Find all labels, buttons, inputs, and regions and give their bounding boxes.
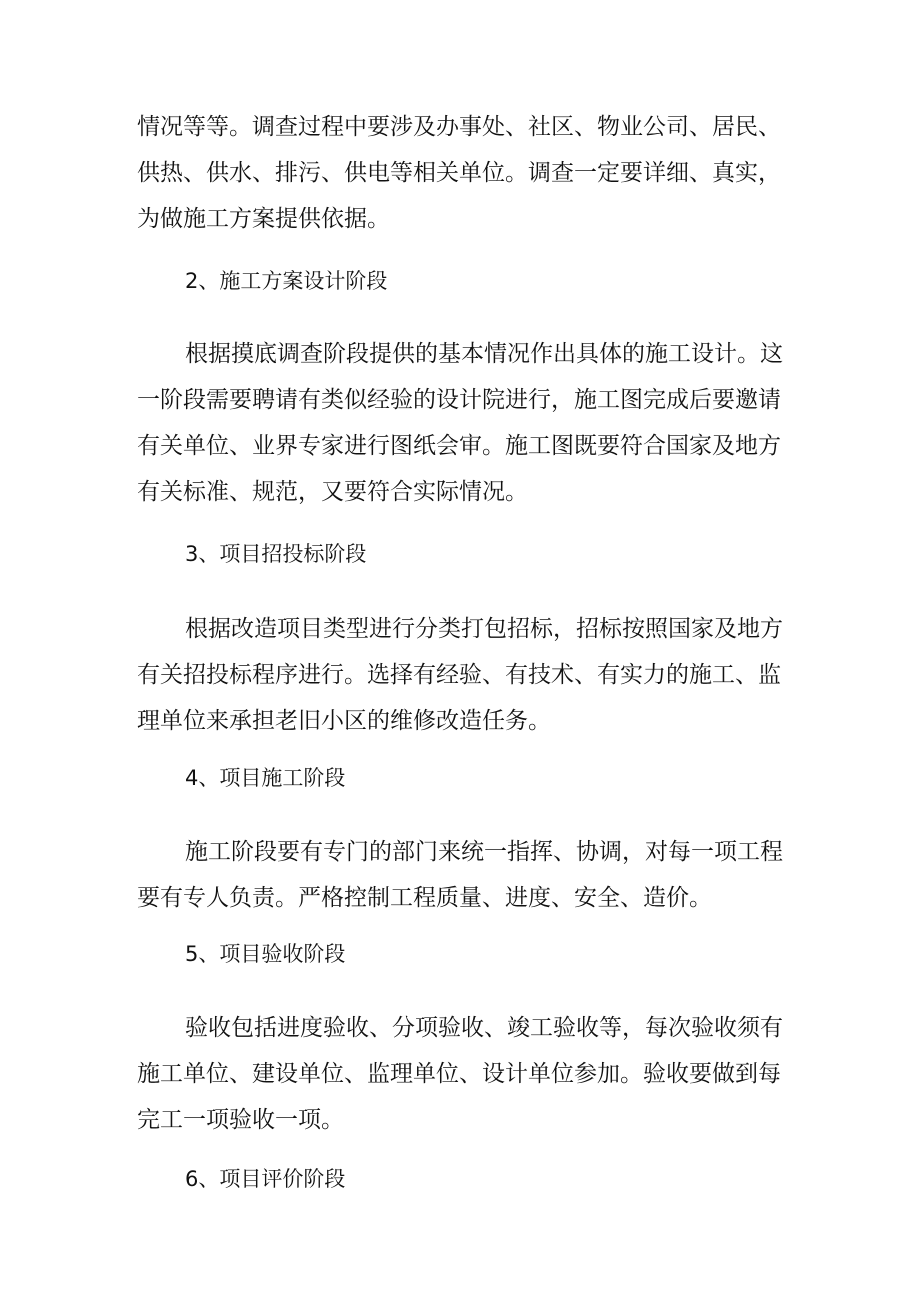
heading-evaluation-stage: 6、项目评价阶段 [185, 1167, 346, 1191]
heading-design-stage: 2、施工方案设计阶段 [185, 269, 388, 293]
paragraph-survey-continuation: 情况等等。调查过程中要涉及办事处、社区、物业公司、居民、供热、供水、排污、供电等相关单位。调查一定要详细、真实，为做施工方案提供依据。 [137, 114, 781, 232]
heading-construction-stage: 4、项目施工阶段 [185, 766, 346, 790]
paragraph-acceptance-stage: 验收包括进度验收、分项验收、竣工验收等，每次验收须有施工单位、建设单位、监理单位、设计单位参加。验收要做到每完工一项验收一项。 [137, 1015, 783, 1133]
heading-bidding-stage: 3、项目招投标阶段 [185, 542, 367, 566]
paragraph-design-stage: 根据摸底调查阶段提供的基本情况作出具体的施工设计。这一阶段需要聘请有类似经验的设计院进行，施工图完成后要邀请有关单位、业界专家进行图纸会审。施工图既要符合国家及地方有关标准、规范，又要符合实际情况。 [137, 341, 783, 505]
paragraph-bidding-stage: 根据改造项目类型进行分类打包招标，招标按照国家及地方有关招投标程序进行。选择有经验、有技术、有实力的施工、监理单位来承担老旧小区的维修改造任务。 [137, 616, 783, 734]
heading-acceptance-stage: 5、项目验收阶段 [185, 942, 346, 966]
paragraph-construction-stage: 施工阶段要有专门的部门来统一指挥、协调，对每一项工程要有专人负责。严格控制工程质量、进度、安全、造价。 [137, 839, 783, 911]
